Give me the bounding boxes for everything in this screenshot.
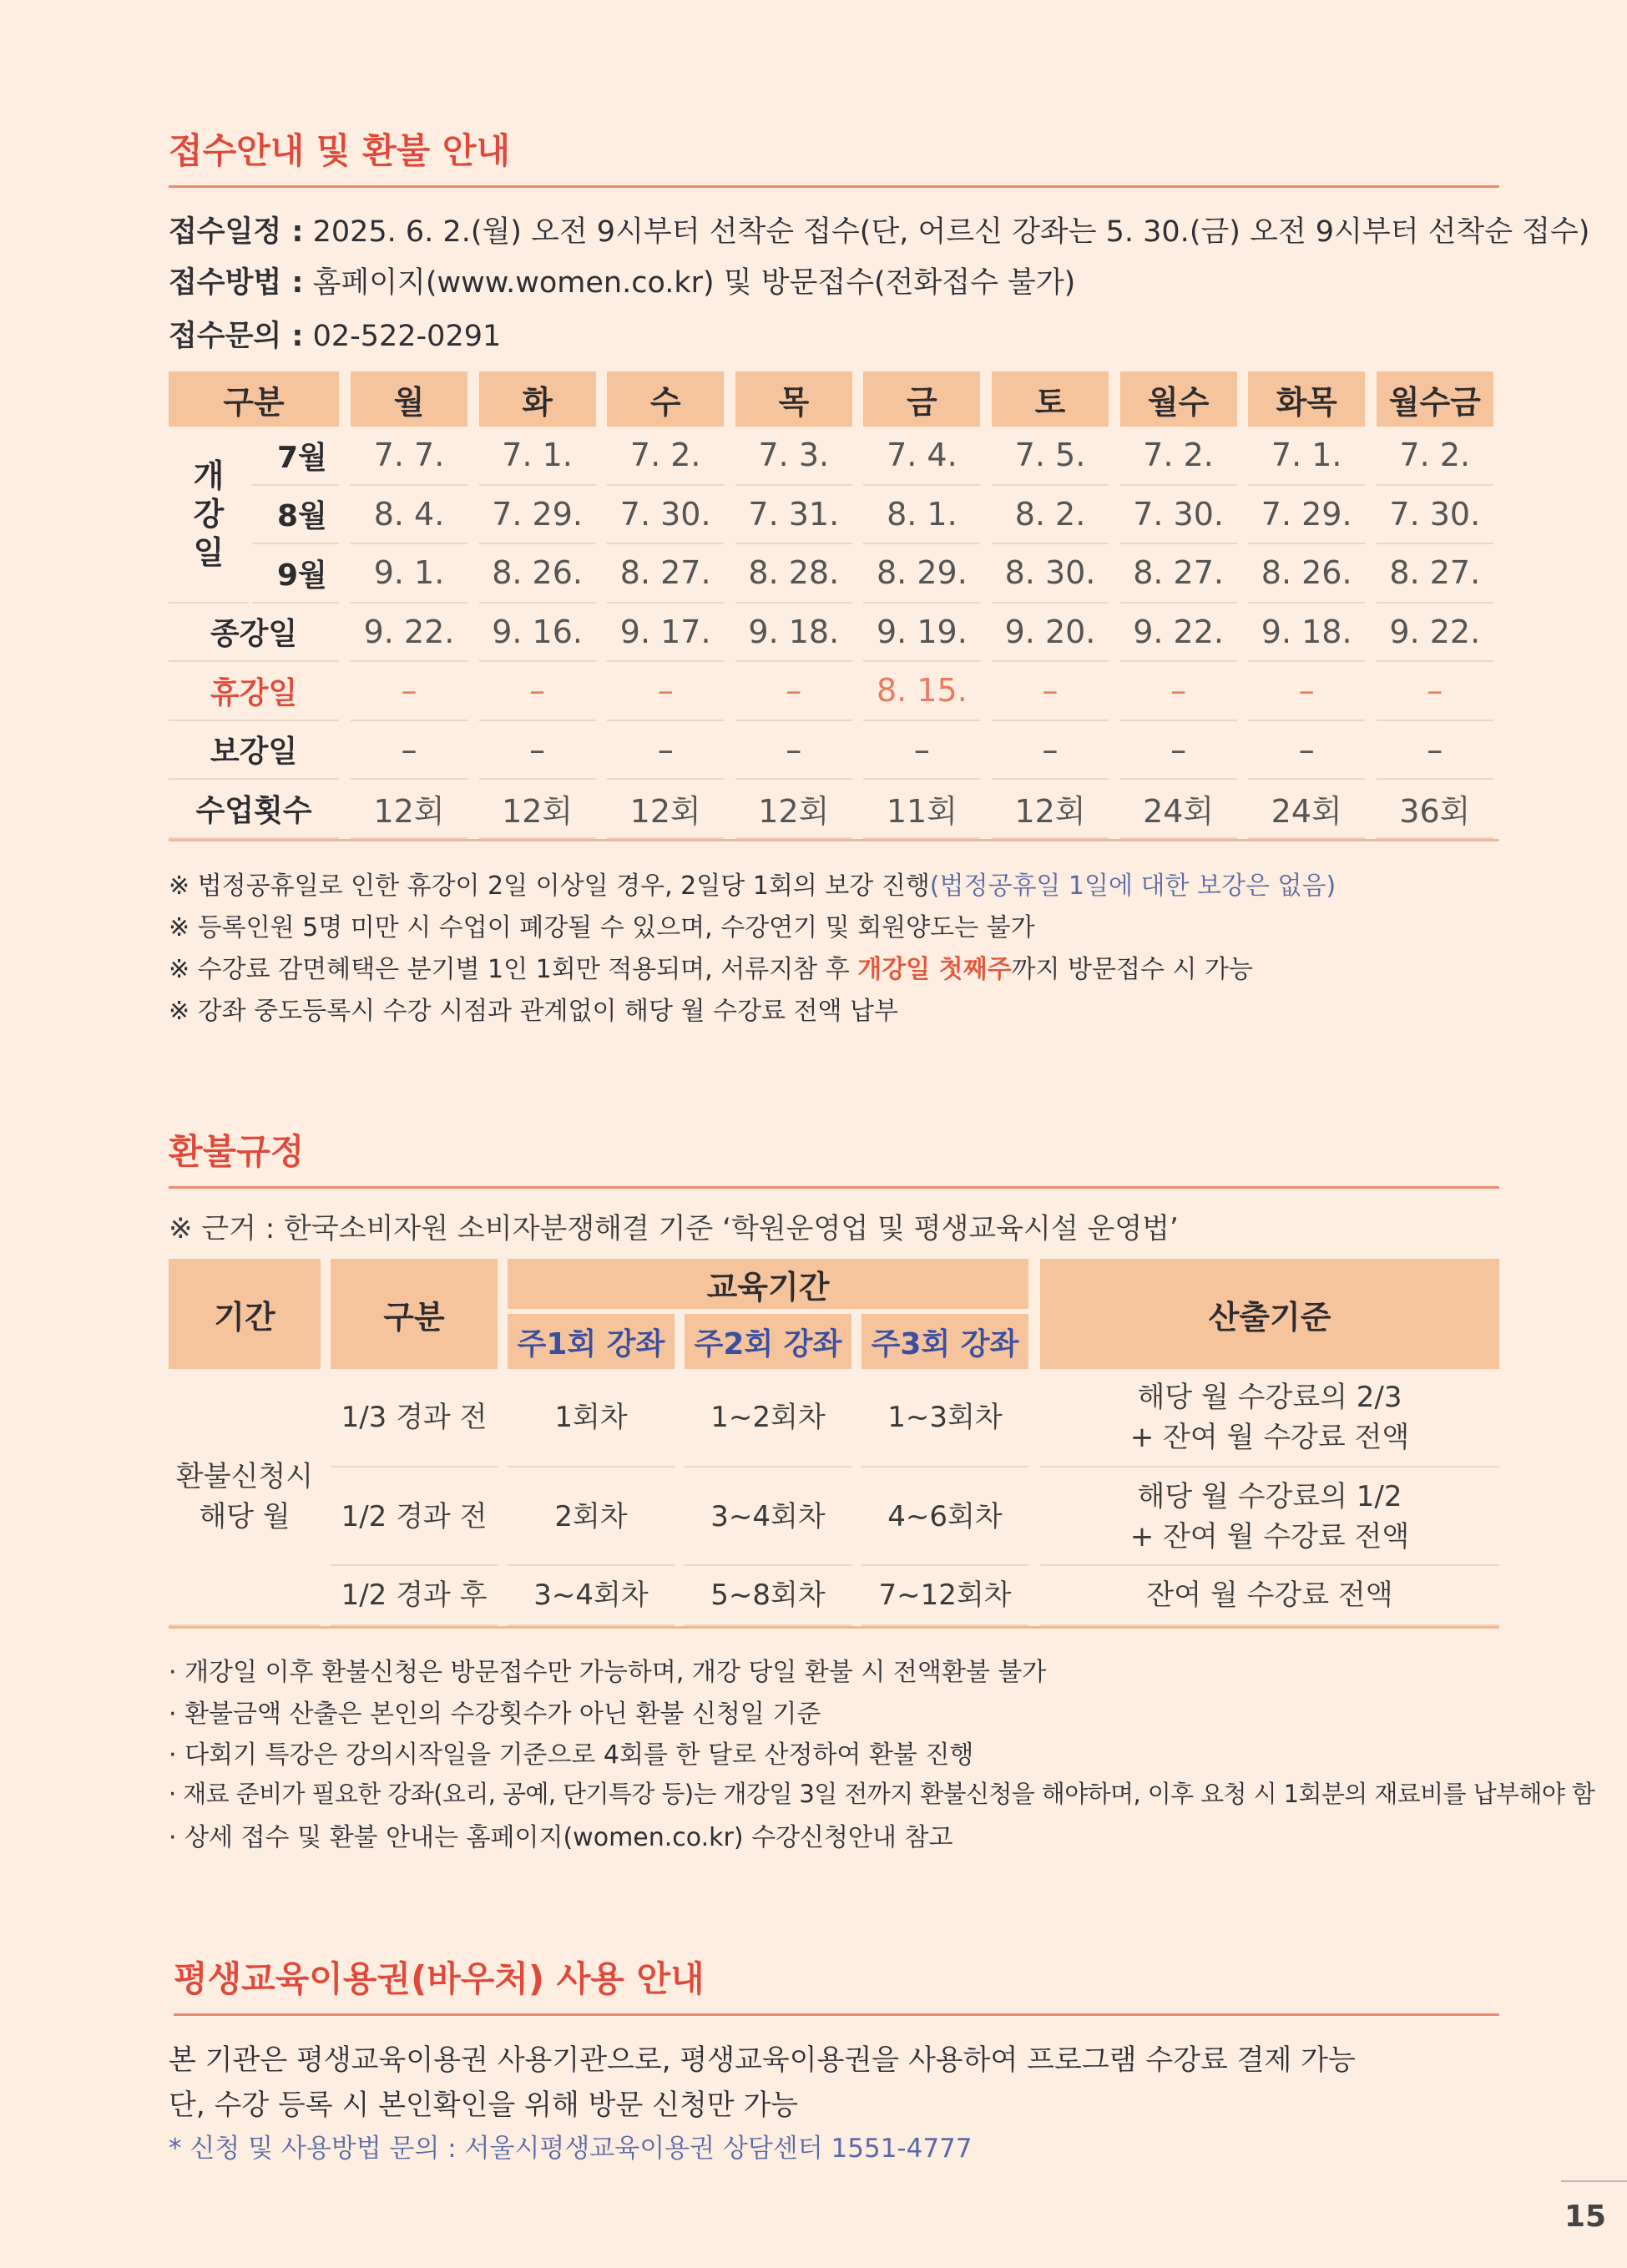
row-cell: – [735,662,852,721]
day-header: 금 [863,371,980,427]
voucher-line-2: 단, 수강 등록 시 본인확인을 위해 방문 신청만 가능 [169,2089,799,2122]
row-label: 휴강일 [169,662,339,721]
refund-note: · 환불금액 산출은 본인의 수강횟수가 아닌 환불 신청일 기준 [169,1700,821,1729]
day-header: 토 [992,371,1109,427]
date-cell: 8. 4. [351,486,467,545]
date-cell: 7. 30. [607,486,724,545]
row-cell: 12회 [351,780,467,839]
refund-w3: 7~12회차 [862,1566,1028,1626]
date-cell: 7. 30. [1120,486,1237,545]
refund-type: 1/2 경과 전 [331,1469,498,1566]
row-cell: – [863,721,980,780]
date-cell: 7. 3. [735,427,852,486]
row-cell: 9. 22. [1377,604,1493,663]
refund-note: · 다회기 특강은 강의시작일을 기준으로 4회를 한 달로 산정하여 환불 진행 [169,1740,974,1770]
refund-type: 1/2 경과 후 [331,1566,498,1626]
note-3-highlight: 개강일 첫째주 [857,955,1012,984]
refund-calc: 잔여 월 수강료 전액 [1040,1566,1499,1626]
row-cell: – [1120,721,1237,780]
row-cell: – [735,721,852,780]
open-month: 7월 [252,427,339,486]
schedule-text: 2025. 6. 2.(월) 오전 9시부터 선착순 접수(단, 어르신 강좌는 5. 30.(금) 오전 9시부터 선착순 접수) [312,215,1590,249]
row-cell: – [607,721,724,780]
period-label: 환불신청시 해당 월 [169,1369,321,1626]
date-cell: 8. 30. [992,544,1109,604]
method-label: 접수방법 : [169,266,304,300]
voucher-line-1: 본 기관은 평생교육이용권 사용기관으로, 평생교육이용권을 사용하여 프로그램 수강료 결제 가능 [169,2043,1356,2077]
col-w3: 주3회 강좌 [862,1314,1028,1369]
refund-note: · 재료 준비가 필요한 강좌(요리, 공예, 단기특강 등)는 개강일 3일 전까지 환불신청을 해야하며, 이후 요청 시 1회분의 재료비를 납부해야 함 [169,1780,1595,1808]
refund-w2: 1~2회차 [685,1369,851,1467]
inquiry-label: 접수문의 : [169,320,304,353]
refund-calc: 해당 월 수강료의 1/2 + 잔여 월 수강료 전액 [1040,1469,1499,1566]
note-2: ※ 등록인원 5명 미만 시 수업이 폐강될 수 있으며, 수강연기 및 회원양도는 불가 [169,913,1035,942]
date-cell: 7. 29. [1248,486,1365,545]
page-number: 15 [1564,2200,1607,2234]
row-cell: – [607,662,724,721]
day-header: 화 [479,371,596,427]
refund-note: · 상세 접수 및 환불 안내는 홈페이지(women.co.kr) 수강신청안내 참고 [169,1823,953,1852]
note-1-highlight: (법정공휴일 1일에 대한 보강은 없음) [929,871,1336,901]
date-cell: 7. 2. [1120,427,1237,486]
refund-heading: 환불규정 [169,1124,1499,1189]
voucher-line-3: * 신청 및 사용방법 문의 : 서울시평생교육이용권 상담센터 1551-4777 [169,2134,973,2164]
date-cell: 8. 26. [479,544,596,604]
note-3-text: ※ 수강료 감면혜택은 분기별 1인 1회만 적용되며, 서류지참 후 [169,955,858,984]
row-cell: 9. 18. [735,604,852,663]
refund-w3: 4~6회차 [862,1469,1028,1566]
row-cell: – [992,721,1109,780]
date-cell: 8. 2. [992,486,1109,545]
note-1-text: ※ 법정공휴일로 인한 휴강이 2일 이상일 경우, 2일당 1회의 보강 진행 [169,871,930,901]
note-3-tail: 까지 방문접수 시 가능 [1011,955,1253,984]
row-cell: – [1377,721,1493,780]
row-cell: 12회 [479,780,596,839]
row-cell: 12회 [992,780,1109,839]
date-cell: 7. 29. [479,486,596,545]
row-cell: 9. 22. [351,604,467,663]
date-cell: 7. 31. [735,486,852,545]
open-day-label: 개 강 일 [169,427,249,604]
row-cell: 11회 [863,780,980,839]
refund-w1: 1회차 [508,1369,675,1467]
row-cell: 9. 22. [1120,604,1237,663]
col-w1: 주1회 강좌 [508,1314,675,1369]
header-label: 구분 [169,371,339,427]
date-cell: 7. 2. [1377,427,1493,486]
row-cell: – [1248,662,1365,721]
reception-heading: 접수안내 및 환불 안내 [169,124,1499,188]
day-header: 목 [735,371,852,427]
row-cell: – [1377,662,1493,721]
row-cell: 24회 [1120,780,1237,839]
refund-w2: 3~4회차 [685,1469,851,1566]
row-cell: 8. 15. [863,662,980,721]
date-cell: 9. 1. [351,544,467,604]
schedule-label: 접수일정 : [169,215,304,249]
row-cell: – [479,721,596,780]
date-cell: 8. 26. [1248,544,1365,604]
row-label: 보강일 [169,721,339,780]
date-cell: 8. 29. [863,544,980,604]
refund-w1: 2회차 [508,1469,675,1566]
date-cell: 7. 7. [351,427,467,486]
open-month: 9월 [252,544,339,604]
row-label: 종강일 [169,604,339,663]
row-cell: 9. 19. [863,604,980,663]
refund-basis: ※ 근거 : 한국소비자원 소비자분쟁해결 기준 ‘학원운영업 및 평생교육시설 운영법’ [169,1212,1179,1245]
row-cell: – [1248,721,1365,780]
day-header: 화목 [1248,371,1365,427]
refund-note: · 개강일 이후 환불신청은 방문접수만 가능하며, 개강 당일 환불 시 전액환불 불가 [169,1658,1047,1687]
note-1 [169,865,1336,902]
row-cell: 9. 20. [992,604,1109,663]
table-bottom-rule [169,839,1499,841]
voucher-heading: 평생교육이용권(바우처) 사용 안내 [174,1952,1499,2016]
date-cell: 7. 4. [863,427,980,486]
note-3 [169,948,1253,985]
method-line [169,260,1075,301]
date-cell: 8. 27. [1120,544,1237,604]
row-cell: 24회 [1248,780,1365,839]
day-header: 수 [607,371,724,427]
refund-calc: 해당 월 수강료의 2/3 + 잔여 월 수강료 전액 [1040,1369,1499,1467]
date-cell: 7. 5. [992,427,1109,486]
refund-w1: 3~4회차 [508,1566,675,1626]
inquiry-line [169,313,501,355]
schedule-line [169,209,1589,250]
refund-w3: 1~3회차 [862,1369,1028,1467]
day-header: 월수 [1120,371,1237,427]
date-cell: 7. 30. [1377,486,1493,545]
date-cell: 7. 1. [479,427,596,486]
row-cell: 9. 17. [607,604,724,663]
row-cell: 9. 18. [1248,604,1365,663]
row-label: 수업횟수 [169,780,339,839]
row-cell: 9. 16. [479,604,596,663]
date-cell: 7. 2. [607,427,724,486]
col-period: 기간 [169,1259,321,1369]
col-calc: 산출기준 [1040,1259,1499,1369]
date-cell: 7. 1. [1248,427,1365,486]
day-header: 월수금 [1377,371,1493,427]
refund-type: 1/3 경과 전 [331,1369,498,1467]
col-type: 구분 [331,1259,498,1369]
row-cell: 36회 [1377,780,1493,839]
row-cell: 12회 [607,780,724,839]
note-4: ※ 강좌 중도등록시 수강 시점과 관계없이 해당 월 수강료 전액 납부 [169,997,898,1026]
inquiry-text: 02-522-0291 [312,320,502,353]
day-header: 월 [351,371,467,427]
refund-bottom-rule [169,1626,1499,1629]
date-cell: 8. 1. [863,486,980,545]
date-cell: 8. 27. [1377,544,1493,604]
row-cell: – [351,662,467,721]
row-cell: – [992,662,1109,721]
date-cell: 8. 28. [735,544,852,604]
col-edu-period: 교육기간 [508,1259,1028,1309]
page-number-rule [1561,2180,1627,2182]
row-cell: – [479,662,596,721]
row-cell: – [351,721,467,780]
method-text: 홈페이지(www.women.co.kr) 및 방문접수(전화접수 불가) [312,266,1076,300]
row-cell: 12회 [735,780,852,839]
date-cell: 8. 27. [607,544,724,604]
refund-w2: 5~8회차 [685,1566,851,1626]
row-cell: – [1120,662,1237,721]
col-w2: 주2회 강좌 [685,1314,851,1369]
open-month: 8월 [252,486,339,545]
